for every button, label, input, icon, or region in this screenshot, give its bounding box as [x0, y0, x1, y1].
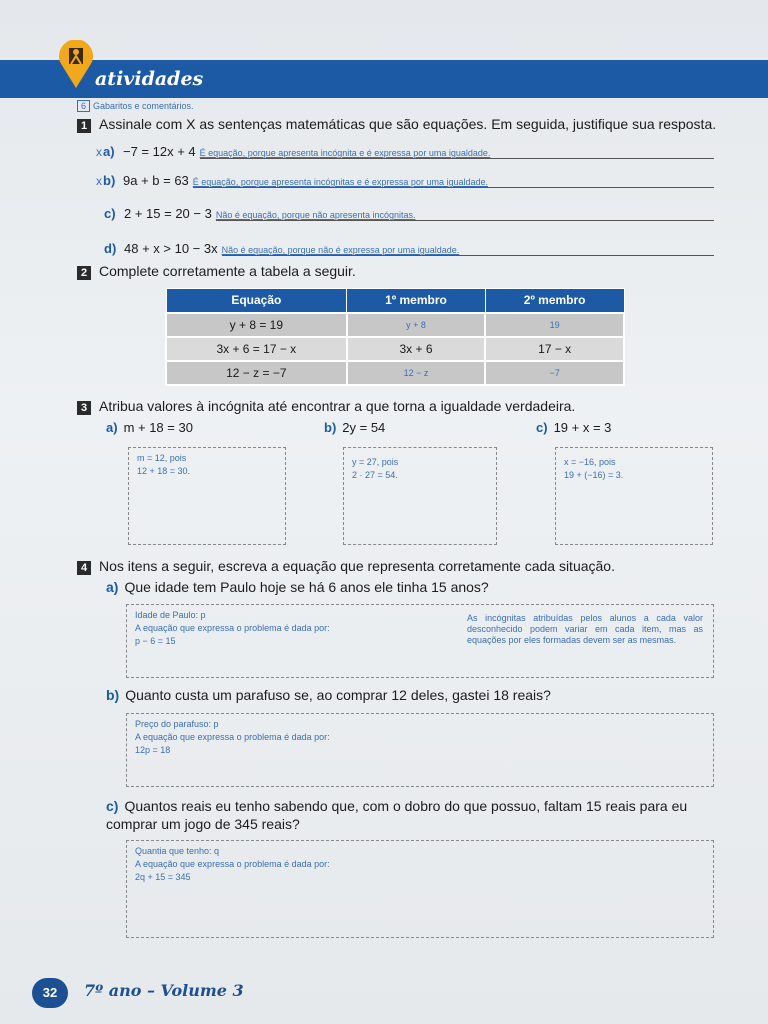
item-question: Quanto custa um parafuso se, ao comprar 12 deles, gastei 18 reais?	[125, 687, 551, 703]
checkmark-x: x	[96, 174, 102, 188]
q1-item-a	[96, 144, 714, 159]
q3-heading	[77, 398, 575, 416]
gabarito-text: Gabaritos e comentários.	[93, 101, 194, 111]
answer-box-4a	[126, 604, 714, 678]
item-label: d)	[104, 241, 117, 256]
q2-text: Complete corretamente a tabela a seguir.	[99, 263, 356, 279]
item-label: a)	[103, 144, 115, 159]
answer-box-a	[128, 447, 286, 545]
table-header: 2º membro	[485, 289, 624, 313]
answer-line: y = 27, pois	[352, 457, 399, 467]
table-header: Equação	[166, 289, 347, 313]
teacher-note: As incógnitas atribuídas pelos alunos a cada valor desconhecido podem variar em cada item, mas as equações por eles formadas devem ser as mesmas.	[467, 613, 703, 645]
table-row	[166, 313, 624, 337]
answer-box-4c	[126, 840, 714, 938]
item-question: Que idade tem Paulo hoje se há 6 anos ele tinha 15 anos?	[124, 579, 489, 595]
item-expression: 2y = 54	[342, 420, 386, 435]
q1-number: 1	[77, 119, 91, 133]
item-label: c)	[536, 420, 548, 435]
table-header-row	[166, 289, 624, 313]
q3-text: Atribua valores à incógnita até encontrar a que torna a igualdade verdadeira.	[99, 398, 576, 414]
q3-number: 3	[77, 401, 91, 415]
table-cell-answer: −7	[485, 361, 624, 385]
checkmark-x: x	[96, 145, 102, 159]
q1-item-b	[96, 173, 714, 188]
q3-item-c	[536, 420, 611, 435]
answer-line: A equação que expressa o problema é dada por:	[135, 859, 330, 869]
q1-item-d	[104, 241, 714, 256]
q4-item-c	[106, 797, 716, 833]
table-cell: y + 8 = 19	[166, 313, 347, 337]
answer-line: 2 · 27 = 54.	[352, 470, 398, 480]
q4-item-a	[106, 579, 489, 595]
table-cell: 3x + 6	[347, 337, 486, 361]
q1-heading	[77, 116, 716, 134]
answer-line: p − 6 = 15	[135, 636, 176, 646]
item-label: b)	[103, 173, 116, 188]
q3-item-b	[324, 420, 385, 435]
table-cell: 12 − z = −7	[166, 361, 347, 385]
item-answer: É equação, porque apresenta incógnitas e é expressa por uma igualdade.	[193, 177, 714, 188]
page-number: 32	[32, 978, 68, 1008]
answer-box-c	[555, 447, 713, 545]
gabarito-ref	[77, 100, 194, 112]
answer-box-b	[343, 447, 497, 545]
item-label: a)	[106, 579, 119, 595]
q3-item-a	[106, 420, 193, 435]
item-expression: 2 + 15 = 20 − 3	[124, 206, 212, 221]
answer-line: Preço do parafuso: p	[135, 719, 219, 729]
table-cell-answer: y + 8	[347, 313, 486, 337]
item-expression: −7 = 12x + 4	[123, 144, 196, 159]
answer-line: 2q + 15 = 345	[135, 872, 191, 882]
item-expression: m + 18 = 30	[123, 420, 193, 435]
item-label: b)	[324, 420, 337, 435]
table-cell-answer: 19	[485, 313, 624, 337]
item-expression: 48 + x > 10 − 3x	[124, 241, 218, 256]
q2-heading	[77, 263, 356, 281]
item-answer: Não é equação, porque não é expressa por uma igualdade.	[222, 245, 714, 256]
answer-line: 12p = 18	[135, 745, 171, 755]
answer-box-4b	[126, 713, 714, 787]
q4-item-b	[106, 687, 551, 703]
table-cell: 17 − x	[485, 337, 624, 361]
q4-heading	[77, 558, 615, 576]
item-label: a)	[106, 420, 118, 435]
item-label: c)	[106, 798, 119, 814]
table-row	[166, 337, 624, 361]
item-question: Quantos reais eu tenho sabendo que, com o dobro do que possuo, faltam 15 reais para eu comprar um jogo de 345 reais?	[106, 798, 688, 832]
answer-line: m = 12, pois	[137, 453, 187, 463]
table-header: 1º membro	[347, 289, 486, 313]
answer-line: Idade de Paulo: p	[135, 610, 206, 620]
answer-line: A equação que expressa o problema é dada por:	[135, 732, 330, 742]
table-cell-answer: 12 − z	[347, 361, 486, 385]
item-answer: Não é equação, porque não apresenta incógnitas.	[216, 210, 714, 221]
item-expression: 19 + x = 3	[553, 420, 612, 435]
item-label: c)	[104, 206, 116, 221]
item-answer: É equação, porque apresenta incógnita e é expressa por uma igualdade.	[200, 148, 714, 159]
q2-number: 2	[77, 266, 91, 280]
q1-item-c	[104, 206, 714, 221]
q4-number: 4	[77, 561, 91, 575]
q1-text: Assinale com X as sentenças matemáticas que são equações. Em seguida, justifique sua resposta.	[99, 116, 717, 132]
item-label: b)	[106, 687, 120, 703]
gabarito-number: 6	[77, 100, 90, 112]
section-title: atividades	[95, 68, 204, 90]
answer-line: 12 + 18 = 30.	[137, 466, 191, 476]
answer-line: 19 + (−16) = 3.	[564, 470, 624, 480]
table-row	[166, 361, 624, 385]
equation-table	[165, 288, 625, 386]
answer-line: A equação que expressa o problema é dada por:	[135, 623, 330, 633]
activity-icon	[57, 40, 95, 90]
answer-line: Quantia que tenho: q	[135, 846, 220, 856]
item-expression: 9a + b = 63	[123, 173, 189, 188]
answer-line: x = −16, pois	[564, 457, 616, 467]
volume-label: 7º ano – Volume 3	[84, 981, 244, 1000]
table-cell: 3x + 6 = 17 − x	[166, 337, 347, 361]
q4-text: Nos itens a seguir, escreva a equação que representa corretamente cada situação.	[99, 558, 615, 574]
